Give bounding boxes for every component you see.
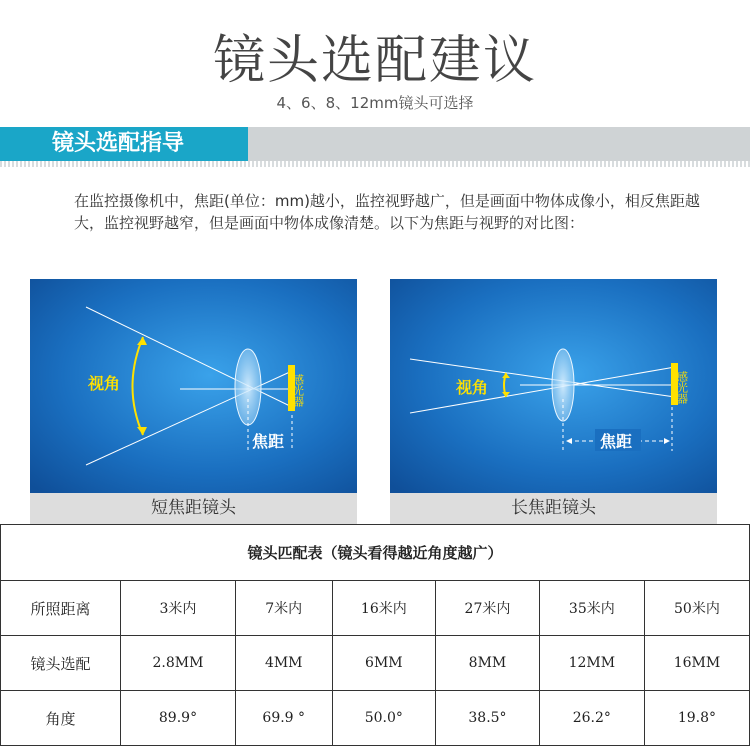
angle-label: 视角 (456, 378, 489, 397)
table-cell: 2.8MM (121, 636, 236, 691)
table-cell: 27米内 (436, 581, 540, 636)
lens-match-table (0, 524, 750, 746)
table-cell: 16米内 (332, 581, 436, 636)
long-focal-caption: 长焦距镜头 (390, 493, 717, 524)
focal-label: 焦距 (252, 432, 285, 451)
table-title: 镜头匹配表（镜头看得越近角度越广） (1, 525, 750, 581)
sensor-label (292, 373, 305, 408)
page-subtitle: 4、6、8、12mm镜头可选择 (276, 94, 474, 112)
lens-icon (552, 349, 574, 421)
sensor-label-text: 感光器 (675, 371, 689, 404)
table-cell: 7米内 (235, 581, 332, 636)
table-cell: 3米内 (121, 581, 236, 636)
sensor-label (676, 370, 689, 405)
table-header-row (1, 525, 750, 581)
table-cell: 4MM (235, 636, 332, 691)
table-cell: 12MM (539, 636, 644, 691)
short-focal-diagram (30, 279, 357, 524)
long-focal-illustration (390, 279, 717, 493)
table-cell: 38.5° (436, 691, 540, 746)
table-cell: 6MM (332, 636, 436, 691)
long-focal-diagram (390, 279, 717, 524)
page-title: 镜头选配建议 (212, 31, 537, 91)
row-label: 角度 (1, 691, 121, 746)
short-focal-caption: 短焦距镜头 (30, 493, 357, 524)
focal-label: 焦距 (600, 432, 633, 451)
angle-label: 视角 (88, 374, 121, 393)
table-cell: 19.8° (644, 691, 749, 746)
table-row (1, 636, 750, 691)
table-cell: 16MM (644, 636, 749, 691)
intro-paragraph: 在监控摄像机中，焦距(单位：mm)越小，监控视野越广，但是画面中物体成像小，相反焦距越大，监控视野越窄，但是画面中物体成像清楚。以下为焦距与视野的对比图： (74, 192, 700, 232)
table-cell: 50.0° (332, 691, 436, 746)
row-label: 所照距离 (1, 581, 121, 636)
table-row (1, 581, 750, 636)
table-cell: 89.9° (121, 691, 236, 746)
table-cell: 50米内 (644, 581, 749, 636)
table-cell: 35米内 (539, 581, 644, 636)
table-cell: 69.9 ° (235, 691, 332, 746)
sensor-label-text: 感光器 (291, 374, 305, 407)
section-banner-label: 镜头选配指导 (0, 127, 248, 161)
row-label: 镜头选配 (1, 636, 121, 691)
table-cell: 26.2° (539, 691, 644, 746)
table-cell: 8MM (436, 636, 540, 691)
short-focal-illustration (30, 279, 357, 493)
banner-divider (0, 161, 750, 167)
table-row (1, 691, 750, 746)
